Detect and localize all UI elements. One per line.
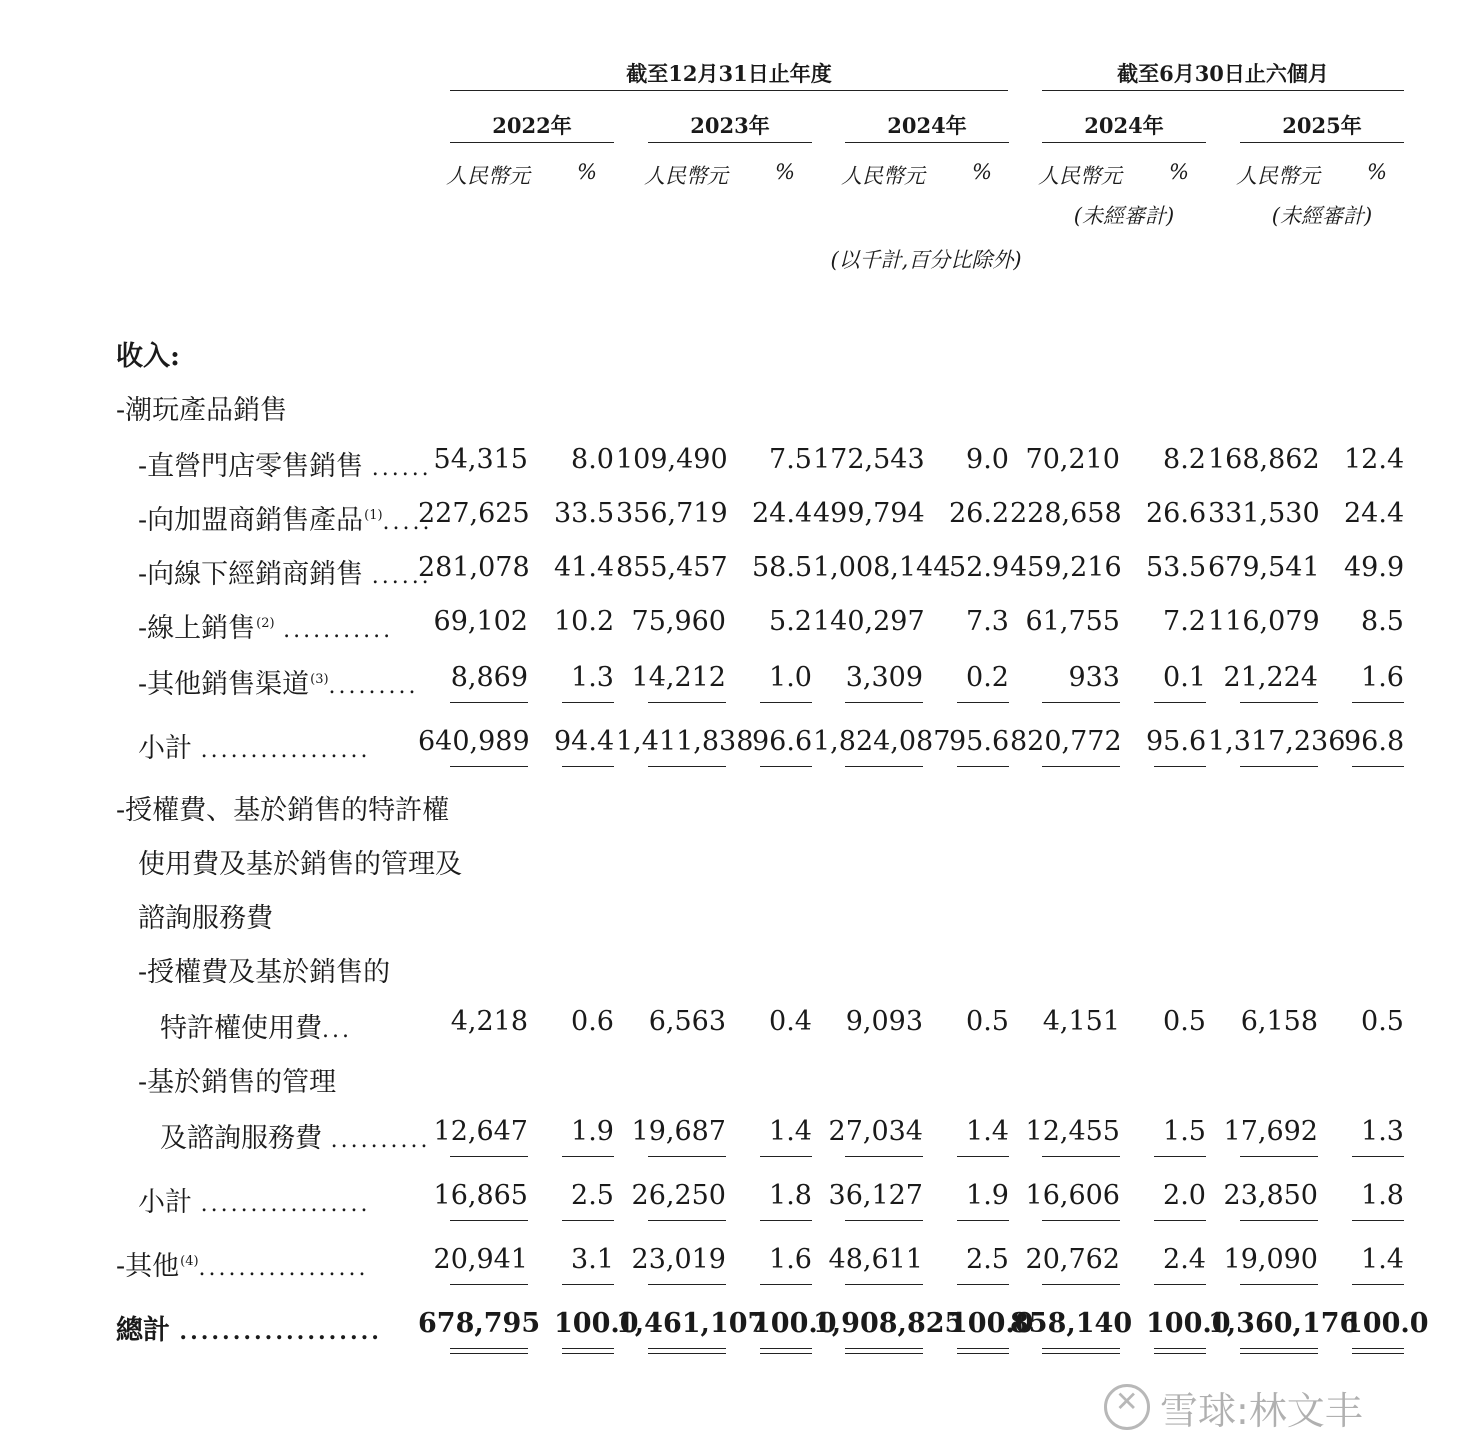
cell-mgmt-7: 1.5 (1163, 1116, 1206, 1147)
underline (957, 1156, 1009, 1157)
cell-subtotal1-3: 96.6 (752, 726, 813, 757)
year-2022: 2022年 (492, 113, 572, 138)
cell-direct-store-7: 8.2 (1163, 444, 1206, 475)
underline (1352, 702, 1404, 703)
label-mgmt-line2: 及諮詢服務費 .......... (160, 1123, 431, 1154)
units-note: (以千計,百分比除外) (830, 248, 1022, 272)
underline (562, 1284, 614, 1285)
underline (957, 1284, 1009, 1285)
cell-license-fee-4: 9,093 (845, 1006, 923, 1037)
unit-rmb: 人民幣元 (841, 164, 925, 188)
underline (1042, 1220, 1120, 1221)
cell-direct-store-4: 172,543 (813, 444, 925, 475)
cell-subtotal2-7: 2.0 (1163, 1180, 1206, 1211)
underline (760, 766, 812, 767)
cell-other-channels-9: 1.6 (1361, 662, 1404, 693)
cell-online-9: 8.5 (1361, 606, 1404, 637)
cell-license-fee-3: 0.4 (769, 1006, 812, 1037)
double-underline (1154, 1348, 1206, 1354)
unit-rmb: 人民幣元 (446, 164, 530, 188)
cell-mgmt-2: 19,687 (631, 1116, 726, 1147)
cell-offline-dist-5: 52.9 (949, 552, 1010, 583)
cell-offline-dist-2: 855,457 (616, 552, 728, 583)
underline (450, 1284, 528, 1285)
cell-offline-dist-0: 281,078 (418, 552, 530, 583)
cell-other-channels-1: 1.3 (571, 662, 614, 693)
cell-direct-store-0: 54,315 (433, 444, 528, 475)
underline (1042, 766, 1120, 767)
cell-subtotal1-8: 1,317,236 (1208, 726, 1346, 757)
unaudited-2025-h1: (未經審計) (1271, 204, 1373, 228)
cell-subtotal1-9: 96.8 (1344, 726, 1405, 757)
cell-online-1: 10.2 (554, 606, 615, 637)
header-group-half-year: 截至6月30日止六個月 (1117, 61, 1329, 86)
cell-others-4: 48,611 (828, 1244, 923, 1275)
cell-franchise-8: 331,530 (1208, 498, 1320, 529)
underline (760, 1156, 812, 1157)
cell-total-0: 678,795 (418, 1308, 541, 1339)
cell-online-0: 69,102 (433, 606, 528, 637)
cell-others-7: 2.4 (1163, 1244, 1206, 1275)
underline (1240, 1156, 1318, 1157)
cell-total-8: 1,360,176 (1208, 1308, 1359, 1339)
underline (1352, 766, 1404, 767)
label-direct-store: -直營門店零售銷售 ...... (138, 451, 432, 482)
cell-direct-store-9: 12.4 (1344, 444, 1405, 475)
unit-pct: % (1367, 160, 1387, 184)
label-license-line2: 使用費及基於銷售的管理及 (138, 849, 462, 880)
underline (1352, 1284, 1404, 1285)
unit-rmb: 人民幣元 (1038, 164, 1122, 188)
underline (450, 1156, 528, 1157)
cell-subtotal2-2: 26,250 (631, 1180, 726, 1211)
label-license-line3: 諮詢服務費 (138, 903, 273, 934)
cell-total-4: 1,908,825 (813, 1308, 964, 1339)
underline (957, 766, 1009, 767)
underline (1240, 702, 1318, 703)
cell-franchise-7: 26.6 (1146, 498, 1207, 529)
underline (1154, 1220, 1206, 1221)
cell-license-fee-2: 6,563 (648, 1006, 726, 1037)
underline (1154, 1156, 1206, 1157)
cell-franchise-9: 24.4 (1344, 498, 1405, 529)
cell-other-channels-8: 21,224 (1223, 662, 1318, 693)
cell-online-2: 75,960 (631, 606, 726, 637)
label-online: -線上銷售$^{(2)}$ ........... (138, 613, 394, 644)
unit-pct: % (577, 160, 597, 184)
cell-subtotal1-1: 94.4 (554, 726, 615, 757)
cell-total-9: 100.0 (1344, 1308, 1429, 1339)
underline (562, 1220, 614, 1221)
cell-direct-store-1: 8.0 (571, 444, 614, 475)
underline (760, 1284, 812, 1285)
cell-online-5: 7.3 (966, 606, 1009, 637)
cell-others-0: 20,941 (433, 1244, 528, 1275)
cell-license-fee-0: 4,218 (450, 1006, 528, 1037)
cell-subtotal1-6: 820,772 (1010, 726, 1122, 757)
cell-online-6: 61,755 (1025, 606, 1120, 637)
underline (1154, 702, 1206, 703)
year-rule-2022 (450, 142, 614, 143)
cell-license-fee-6: 4,151 (1042, 1006, 1120, 1037)
unaudited-2024-h1: (未經審計) (1073, 204, 1175, 228)
underline (845, 702, 923, 703)
double-underline (1240, 1348, 1318, 1354)
cell-others-3: 1.6 (769, 1244, 812, 1275)
underline (648, 1156, 726, 1157)
underline (562, 702, 614, 703)
cell-subtotal1-5: 95.6 (949, 726, 1010, 757)
cell-others-1: 3.1 (571, 1244, 614, 1275)
label-others: -其他$^{(4)}$................. (116, 1251, 369, 1282)
cell-other-channels-6: 933 (1068, 662, 1120, 693)
underline (450, 1220, 528, 1221)
underline (845, 1220, 923, 1221)
cell-license-fee-5: 0.5 (966, 1006, 1009, 1037)
cell-direct-store-3: 7.5 (769, 444, 812, 475)
year-2025-h1: 2025年 (1282, 113, 1362, 138)
label-license-fee-line1: -授權費及基於銷售的 (138, 957, 391, 988)
unit-rmb: 人民幣元 (644, 164, 728, 188)
underline (1240, 766, 1318, 767)
header-group-fiscal-year: 截至12月31日止年度 (626, 61, 832, 86)
year-2024: 2024年 (887, 113, 967, 138)
cell-others-9: 1.4 (1361, 1244, 1404, 1275)
cell-mgmt-4: 27,034 (828, 1116, 923, 1147)
year-2023: 2023年 (690, 113, 770, 138)
cell-subtotal1-4: 1,824,087 (813, 726, 951, 757)
header-rule-fiscal-year (450, 90, 1008, 91)
watermark: ✕ 雪球:林文丰 (1104, 1380, 1363, 1435)
underline (845, 766, 923, 767)
label-other-channels: -其他銷售渠道$^{(3)}$......... (138, 669, 419, 700)
label-license-fee-line2: 特許權使用費... (160, 1013, 352, 1044)
underline (1042, 1284, 1120, 1285)
cell-offline-dist-1: 41.4 (554, 552, 615, 583)
underline (648, 1220, 726, 1221)
cell-franchise-2: 356,719 (616, 498, 728, 529)
xueqiu-logo-icon: ✕ (1104, 1384, 1150, 1430)
underline (562, 1156, 614, 1157)
cell-mgmt-0: 12,647 (433, 1116, 528, 1147)
cell-other-channels-7: 0.1 (1163, 662, 1206, 693)
cell-other-channels-3: 1.0 (769, 662, 812, 693)
year-2024-h1: 2024年 (1084, 113, 1164, 138)
cell-online-4: 140,297 (813, 606, 925, 637)
underline (957, 702, 1009, 703)
double-underline (845, 1348, 923, 1354)
cell-mgmt-5: 1.4 (966, 1116, 1009, 1147)
label-subtotal-1: 小計 ................. (138, 733, 371, 764)
cell-mgmt-9: 1.3 (1361, 1116, 1404, 1147)
cell-offline-dist-6: 459,216 (1010, 552, 1122, 583)
underline (760, 1220, 812, 1221)
cell-license-fee-7: 0.5 (1163, 1006, 1206, 1037)
double-underline (1042, 1348, 1120, 1354)
underline (648, 1284, 726, 1285)
cell-subtotal2-5: 1.9 (966, 1180, 1009, 1211)
cell-subtotal2-9: 1.8 (1361, 1180, 1404, 1211)
cell-subtotal2-1: 2.5 (571, 1180, 614, 1211)
unit-pct: % (972, 160, 992, 184)
cell-others-6: 20,762 (1025, 1244, 1120, 1275)
cell-direct-store-2: 109,490 (616, 444, 728, 475)
cell-franchise-3: 24.4 (752, 498, 813, 529)
cell-total-2: 1,461,107 (616, 1308, 767, 1339)
cell-subtotal1-7: 95.6 (1146, 726, 1207, 757)
unit-rmb: 人民幣元 (1236, 164, 1320, 188)
cell-total-6: 858,140 (1010, 1308, 1133, 1339)
cell-offline-dist-4: 1,008,144 (813, 552, 951, 583)
cell-subtotal1-0: 640,989 (418, 726, 530, 757)
cell-total-3: 100.0 (752, 1308, 837, 1339)
underline (1352, 1156, 1404, 1157)
underline (648, 766, 726, 767)
cell-offline-dist-9: 49.9 (1344, 552, 1405, 583)
cell-direct-store-8: 168,862 (1208, 444, 1320, 475)
cell-online-7: 7.2 (1163, 606, 1206, 637)
label-subtotal-2: 小計 ................. (138, 1187, 371, 1218)
unit-pct: % (775, 160, 795, 184)
label-total: 總計 ................... (116, 1315, 382, 1346)
cell-subtotal2-6: 16,606 (1025, 1180, 1120, 1211)
cell-franchise-1: 33.5 (554, 498, 615, 529)
underline (760, 702, 812, 703)
cell-franchise-0: 227,625 (418, 498, 530, 529)
underline (1240, 1284, 1318, 1285)
label-trendy-toy: -潮玩產品銷售 (116, 395, 288, 426)
cell-mgmt-1: 1.9 (571, 1116, 614, 1147)
underline (1352, 1220, 1404, 1221)
underline (845, 1156, 923, 1157)
double-underline (1352, 1348, 1404, 1354)
double-underline (450, 1348, 528, 1354)
cell-franchise-6: 228,658 (1010, 498, 1122, 529)
underline (845, 1284, 923, 1285)
label-license-line1: -授權費、基於銷售的特許權 (116, 795, 450, 826)
underline (1154, 1284, 1206, 1285)
cell-direct-store-5: 9.0 (966, 444, 1009, 475)
cell-mgmt-6: 12,455 (1025, 1116, 1120, 1147)
year-rule-2024-h1 (1042, 142, 1206, 143)
header-rule-half-year (1042, 90, 1404, 91)
cell-franchise-4: 499,794 (813, 498, 925, 529)
cell-direct-store-6: 70,210 (1025, 444, 1120, 475)
double-underline (760, 1348, 812, 1354)
cell-mgmt-3: 1.4 (769, 1116, 812, 1147)
label-franchise: -向加盟商銷售產品$^{(1)}$..... (138, 505, 433, 536)
cell-total-7: 100.0 (1146, 1308, 1231, 1339)
double-underline (648, 1348, 726, 1354)
cell-license-fee-9: 0.5 (1361, 1006, 1404, 1037)
cell-offline-dist-3: 58.5 (752, 552, 813, 583)
cell-subtotal2-0: 16,865 (433, 1180, 528, 1211)
underline (1240, 1220, 1318, 1221)
cell-franchise-5: 26.2 (949, 498, 1010, 529)
underline (1154, 766, 1206, 767)
cell-other-channels-2: 14,212 (631, 662, 726, 693)
cell-others-5: 2.5 (966, 1244, 1009, 1275)
cell-offline-dist-8: 679,541 (1208, 552, 1320, 583)
underline (450, 702, 528, 703)
double-underline (562, 1348, 614, 1354)
cell-others-8: 19,090 (1223, 1244, 1318, 1275)
cell-online-8: 116,079 (1208, 606, 1320, 637)
unit-pct: % (1169, 160, 1189, 184)
label-offline-distributors: -向線下經銷商銷售 ...... (138, 559, 432, 590)
cell-total-1: 100.0 (554, 1308, 639, 1339)
cell-subtotal2-3: 1.8 (769, 1180, 812, 1211)
year-rule-2024 (845, 142, 1009, 143)
year-rule-2025-h1 (1240, 142, 1404, 143)
cell-license-fee-8: 6,158 (1240, 1006, 1318, 1037)
cell-online-3: 5.2 (769, 606, 812, 637)
cell-subtotal2-8: 23,850 (1223, 1180, 1318, 1211)
cell-other-channels-4: 3,309 (845, 662, 923, 693)
underline (1042, 702, 1120, 703)
cell-offline-dist-7: 53.5 (1146, 552, 1207, 583)
underline (450, 766, 528, 767)
underline (957, 1220, 1009, 1221)
cell-other-channels-0: 8,869 (450, 662, 528, 693)
cell-license-fee-1: 0.6 (571, 1006, 614, 1037)
year-rule-2023 (648, 142, 812, 143)
cell-total-5: 100.0 (949, 1308, 1034, 1339)
cell-subtotal2-4: 36,127 (828, 1180, 923, 1211)
cell-mgmt-8: 17,692 (1223, 1116, 1318, 1147)
cell-subtotal1-2: 1,411,838 (616, 726, 754, 757)
label-mgmt-line1: -基於銷售的管理 (138, 1067, 337, 1098)
double-underline (957, 1348, 1009, 1354)
underline (1042, 1156, 1120, 1157)
underline (562, 766, 614, 767)
underline (648, 702, 726, 703)
cell-other-channels-5: 0.2 (966, 662, 1009, 693)
revenue-heading: 收入: (116, 341, 180, 372)
cell-others-2: 23,019 (631, 1244, 726, 1275)
